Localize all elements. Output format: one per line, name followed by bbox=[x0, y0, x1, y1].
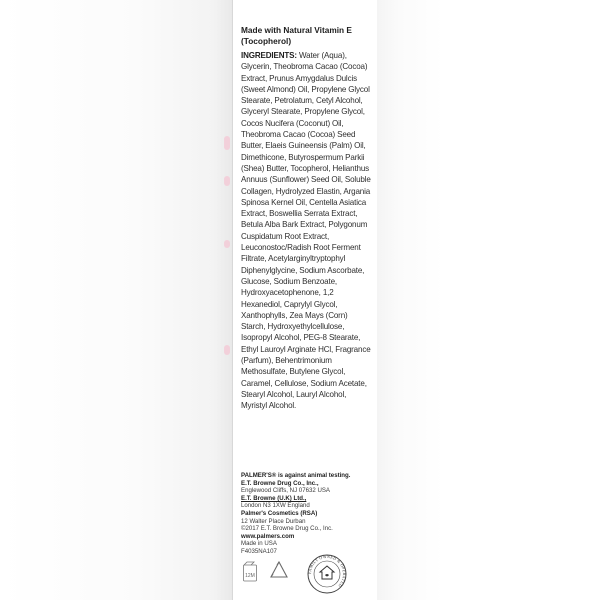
animal-testing-note: PALMER'S® is against animal testing. bbox=[241, 472, 351, 479]
made-in: Made in USA bbox=[241, 540, 277, 548]
family-owned-seal-icon bbox=[305, 552, 349, 596]
pink-mark-2 bbox=[224, 176, 230, 186]
copyright: ©2017 E.T. Browne Drug Co., Inc. bbox=[241, 525, 333, 533]
company-rsa-address: 12 Walter Place Durban bbox=[241, 517, 306, 525]
ingredients-content bbox=[241, 25, 373, 412]
company-us-name: E.T. Browne Drug Co., Inc., bbox=[241, 479, 319, 487]
pink-mark-4 bbox=[224, 345, 230, 355]
product-code: F4035NA107 bbox=[241, 547, 277, 555]
box-right-side bbox=[377, 0, 600, 600]
open-jar-icon bbox=[241, 560, 259, 584]
company-us-address: Englewood Cliffs, NJ 07632 USA bbox=[241, 487, 330, 495]
pink-mark-1 bbox=[224, 136, 230, 150]
company-uk-address: London N3 1XW England bbox=[241, 502, 310, 510]
website: www.palmers.com bbox=[241, 532, 295, 540]
pao-label: 12M bbox=[245, 573, 255, 579]
symbols-row bbox=[241, 553, 373, 596]
company-rsa-name: Palmer's Cosmetics (RSA) bbox=[241, 509, 318, 517]
company-uk-name: E.T. Browne (U.K) Ltd., bbox=[241, 494, 307, 502]
seal-text: FAMILY OWNED & OPERATED bbox=[306, 553, 348, 589]
recycle-triangle-icon bbox=[269, 560, 289, 582]
box-left-side bbox=[0, 0, 232, 600]
ingredients-text: Water (Aqua), Glycerin, Theobroma Cacao (Cocoa) Extract, Prunus Amygdalus Dulcis (Sweet Almond) Oil, Propylene Glycol Stearate, Petrolatum, Cetyl Alcohol, Glyceryl Stearate, Propylene Glycol, Cocos Nucifera (Coconut) Oil, Theobroma Cacao (Cocoa) Seed Butter, Elaeis Guineensis (Palm) Oil, Dimethicone, Butyrospermum Parkii (Shea) Butter, Tocopherol, Helianthus Annuus (Sunflower) Seed Oil, Soluble Collagen, Hydrolyzed Elastin, Argania Spinosa Kernel Oil, Centella Asiatica Extract, Boswellia Serrata Extract, Betula Alba Bark Extract, Polygonum Cuspidatum Root Extract, Leuconostoc/Radish Root Ferment Filtrate, Acetylarginyltryptophyl Diphenylglycine, Sodium Ascorbate, Glucose, Sodium Benzoate, Hydroxyacetophenone, 1,2 Hexanediol, Caprylyl Glycol, Xanthophylls, Zea Mays (Corn) Starch, Hydroxyethylcellulose, Isopropyl Alcohol, PEG-8 Stearate, Ethyl Lauroyl Arginate HCl, Fragrance (Parfum), Behentrimonium Methosulfate, Butylene Glycol, Caramel, Cellulose, Sodium Acetate, Stearyl Alcohol, Lauryl Alcohol, Myristyl Alcohol. bbox=[241, 51, 371, 411]
ingredients-paragraph bbox=[241, 50, 373, 412]
pink-mark-3 bbox=[224, 240, 230, 248]
svg-text:FAMILY OWNED & OPERATED bbox=[307, 554, 347, 589]
legal-info bbox=[241, 472, 373, 556]
ingredients-label: INGREDIENTS: bbox=[241, 51, 297, 60]
vitamin-e-line: Made with Natural Vitamin E (Tocopherol) bbox=[241, 25, 352, 46]
ingredients-label-panel bbox=[232, 0, 378, 600]
